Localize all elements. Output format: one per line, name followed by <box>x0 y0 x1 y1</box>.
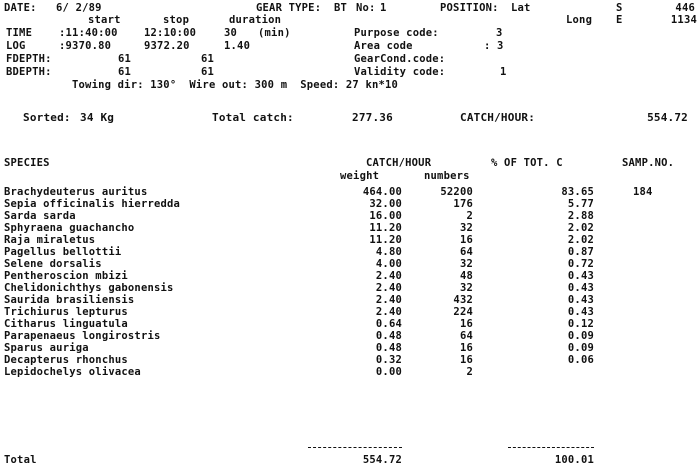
weight-value: 2.40 <box>375 282 402 294</box>
weight-value: 464.00 <box>362 186 402 198</box>
percent-value: 2.02 <box>567 234 594 246</box>
catch-per-hour-label: CATCH/HOUR: <box>460 111 536 124</box>
weight-value: 0.32 <box>375 354 402 366</box>
weight-value: 2.40 <box>375 306 402 318</box>
total-label: Total <box>4 454 37 466</box>
fdepth-stop: 61 <box>201 53 215 65</box>
weight-value: 4.80 <box>375 246 402 258</box>
no-value: 1 <box>380 2 387 14</box>
time-label: TIME <box>6 27 33 39</box>
percent-value: 0.43 <box>567 294 594 306</box>
species-name: Parapenaeus longirostris <box>4 330 161 342</box>
time-stop: 12:10:00 <box>144 27 197 39</box>
percent-value: 0.43 <box>567 306 594 318</box>
sorted-value: 34 Kg <box>80 111 115 124</box>
catch-per-hour-value: 554.72 <box>647 111 688 124</box>
bdepth-label: BDEPTH: <box>6 66 52 78</box>
sample-number-column-header: SAMP.NO. <box>622 157 675 169</box>
log-start: :9370.80 <box>59 40 112 52</box>
total-percent: 100.01 <box>554 454 594 466</box>
numbers-value: 32 <box>459 258 473 270</box>
species-name: Citharus linguatula <box>4 318 128 330</box>
duration-column-header: duration <box>229 14 282 26</box>
validity-code-label: Validity code: <box>354 66 446 78</box>
percent-value: 2.88 <box>567 210 594 222</box>
sorted-label: Sorted: <box>23 111 71 124</box>
numbers-value: 16 <box>459 318 473 330</box>
total-catch-value: 277.36 <box>352 111 393 124</box>
weight-value: 32.00 <box>369 198 402 210</box>
species-name: Lepidochelys olivacea <box>4 366 141 378</box>
log-label: LOG <box>6 40 26 52</box>
weight-column-header: weight <box>340 170 380 182</box>
date-label: DATE: <box>4 2 37 14</box>
catch-per-hour-column-header: CATCH/HOUR <box>366 157 432 169</box>
weight-value: 2.40 <box>375 270 402 282</box>
fdepth-start: 61 <box>118 53 132 65</box>
area-code-label: Area code <box>354 40 413 52</box>
species-name: Chelidonichthys gabonensis <box>4 282 174 294</box>
numbers-value: 2 <box>466 366 473 378</box>
date-value: 6/ 2/89 <box>56 2 102 14</box>
percent-value: 0.87 <box>567 246 594 258</box>
total-weight: 554.72 <box>362 454 402 466</box>
numbers-value: 16 <box>459 354 473 366</box>
purpose-code-label: Purpose code: <box>354 27 439 39</box>
weight-value: 0.00 <box>375 366 402 378</box>
numbers-value: 64 <box>459 330 473 342</box>
percent-of-total-column-header: % OF TOT. C <box>491 157 563 169</box>
numbers-value: 224 <box>453 306 473 318</box>
percent-value: 2.02 <box>567 222 594 234</box>
weight-value: 0.64 <box>375 318 402 330</box>
weight-value: 16.00 <box>369 210 402 222</box>
weight-value: 4.00 <box>375 258 402 270</box>
position-label: POSITION: <box>440 2 499 14</box>
numbers-value: 52200 <box>440 186 473 198</box>
percent-value: 0.43 <box>567 270 594 282</box>
numbers-value: 2 <box>466 210 473 222</box>
time-unit: (min) <box>258 27 291 39</box>
numbers-value: 48 <box>459 270 473 282</box>
log-duration: 1.40 <box>224 40 251 52</box>
lat-label: Lat <box>511 2 531 14</box>
species-name: Sarda sarda <box>4 210 76 222</box>
species-name: Saurida brasiliensis <box>4 294 135 306</box>
fdepth-label: FDEPTH: <box>6 53 52 65</box>
percent-value: 0.72 <box>567 258 594 270</box>
percent-value: 0.09 <box>567 342 594 354</box>
long-value: 1134 <box>670 14 697 26</box>
bdepth-start: 61 <box>118 66 132 78</box>
species-column-header: SPECIES <box>4 157 50 169</box>
validity-code-value: 1 <box>500 66 507 78</box>
gearcond-code-label: GearCond.code: <box>354 53 446 65</box>
gear-type-label: GEAR TYPE: <box>256 2 322 14</box>
numbers-value: 176 <box>453 198 473 210</box>
numbers-column-header: numbers <box>424 170 470 182</box>
percent-total-rule <box>508 447 594 448</box>
species-name: Pagellus bellottii <box>4 246 122 258</box>
weight-value: 0.48 <box>375 330 402 342</box>
species-name: Brachydeuterus auritus <box>4 186 148 198</box>
long-hemisphere: E <box>616 14 623 26</box>
gear-type-value: BT <box>334 2 348 14</box>
numbers-value: 432 <box>453 294 473 306</box>
lat-value: 446 <box>675 2 695 14</box>
long-label: Long <box>566 14 593 26</box>
numbers-value: 32 <box>459 282 473 294</box>
species-name: Trichiurus lepturus <box>4 306 128 318</box>
stop-column-header: stop <box>163 14 190 26</box>
weight-value: 11.20 <box>369 222 402 234</box>
sample-number-value: 184 <box>633 186 653 198</box>
weight-value: 0.48 <box>375 342 402 354</box>
purpose-code-value: 3 <box>496 27 503 39</box>
percent-value: 0.43 <box>567 282 594 294</box>
time-start: :11:40:00 <box>59 27 118 39</box>
species-name: Decapterus rhonchus <box>4 354 128 366</box>
total-catch-label: Total catch: <box>212 111 294 124</box>
species-name: Sepia officinalis hierredda <box>4 198 181 210</box>
percent-value: 5.77 <box>567 198 594 210</box>
percent-value: 0.09 <box>567 330 594 342</box>
towing-info-line: Towing dir: 130° Wire out: 300 m Speed: 27 kn*10 <box>72 79 399 91</box>
species-name: Selene dorsalis <box>4 258 102 270</box>
lat-hemisphere: S <box>616 2 623 14</box>
numbers-value: 64 <box>459 246 473 258</box>
percent-value: 83.65 <box>561 186 594 198</box>
percent-value: 0.06 <box>567 354 594 366</box>
time-duration: 30 <box>224 27 238 39</box>
numbers-value: 16 <box>459 342 473 354</box>
area-code-value: : 3 <box>484 40 504 52</box>
bdepth-stop: 61 <box>201 66 215 78</box>
weight-total-rule <box>308 447 402 448</box>
species-name: Sphyraena guachancho <box>4 222 135 234</box>
no-label: No: <box>356 2 376 14</box>
log-stop: 9372.20 <box>144 40 190 52</box>
weight-value: 11.20 <box>369 234 402 246</box>
species-name: Pentheroscion mbizi <box>4 270 128 282</box>
numbers-value: 32 <box>459 222 473 234</box>
species-name: Raja miraletus <box>4 234 96 246</box>
species-name: Sparus auriga <box>4 342 89 354</box>
numbers-value: 16 <box>459 234 473 246</box>
weight-value: 2.40 <box>375 294 402 306</box>
percent-value: 0.12 <box>567 318 594 330</box>
start-column-header: start <box>88 14 121 26</box>
